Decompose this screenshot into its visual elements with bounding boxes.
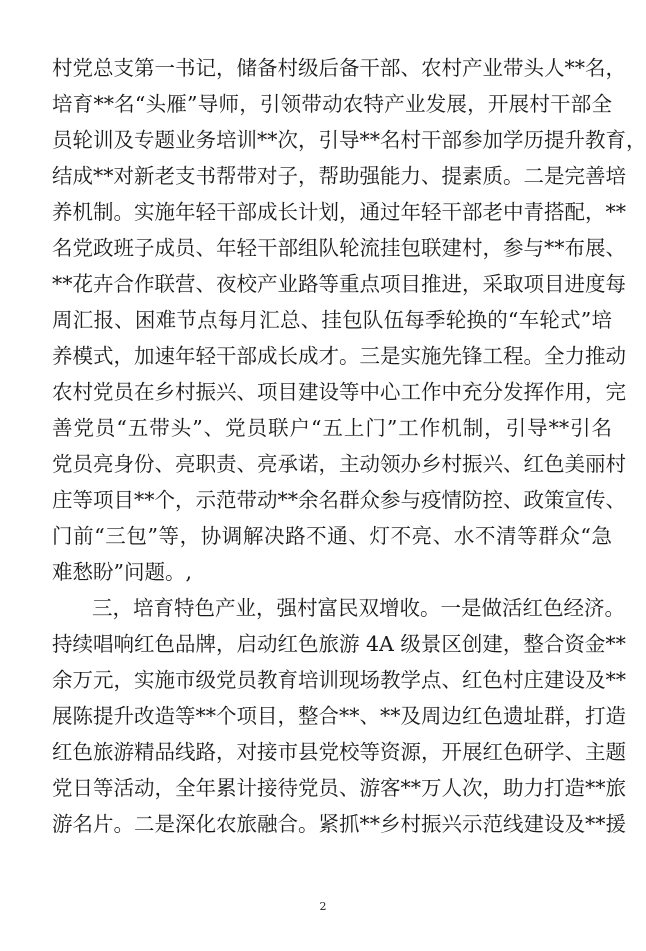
text-line: 养机制。实施年轻干部成长计划，通过年轻干部老中青搭配，** <box>52 200 626 224</box>
text-line: 游名片。二是深化农旅融合。紧抓**乡村振兴示范线建设及**援 <box>52 812 626 836</box>
text-line: 名党政班子成员、年轻干部组队轮流挂包联建村，参与**布展、 <box>52 236 626 260</box>
text-line: 展陈提升改造等**个项目，整合**、**及周边红色遗址群，打造 <box>52 704 626 728</box>
text-line: 员轮训及专题业务培训**次，引导**名村干部参加学历提升教育， <box>52 128 646 152</box>
text-line: 周汇报、困难节点每月汇总、挂包队伍每季轮换的“车轮式”培 <box>52 308 612 332</box>
text-line: 结成**对新老支书帮带对子，帮助强能力、提素质。二是完善培 <box>52 164 626 188</box>
text-line: 农村党员在乡村振兴、项目建设等中心工作中充分发挥作用，完 <box>52 380 626 404</box>
text-line: 村党总支第一书记，储备村级后备干部、农村产业带头人**名， <box>52 56 626 80</box>
text-line: 善党员“五带头”、党员联户“五上门”工作机制，引导**引名 <box>52 416 612 440</box>
text-line: **花卉合作联营、夜校产业路等重点项目推进，采取项目进度每 <box>52 272 626 296</box>
text-line: 难愁盼”问题。, <box>52 560 192 584</box>
text-line: 培育**名“头雁”导师，引领带动农特产业发展，开展村干部全 <box>52 92 612 116</box>
text-line: 党员亮身份、亮职责、亮承诺，主动领办乡村振兴、红色美丽村 <box>52 452 626 476</box>
paragraph-first-line: 三，培育特色产业，强村富民双增收。一是做活红色经济。 <box>92 596 625 620</box>
text-line: 庄等项目**个，示范带动**余名群众参与疫情防控、政策宣传、 <box>52 488 626 512</box>
text-line: 余万元，实施市级党员教育培训现场教学点、红色村庄建设及** <box>52 668 626 692</box>
page-number: 2 <box>319 900 327 913</box>
text-line: 党日等活动，全年累计接待党员、游客**万人次，助力打造**旅 <box>52 776 626 800</box>
text-line: 门前“三包”等，协调解决路不通、灯不亮、水不清等群众“急 <box>52 524 612 548</box>
text-line: 养模式，加速年轻干部成长成才。三是实施先锋工程。全力推动 <box>52 344 626 368</box>
text-line: 持续唱响红色品牌，启动红色旅游 4A 级景区创建，整合资金** <box>52 632 626 656</box>
text-line: 红色旅游精品线路，对接市县党校等资源，开展红色研学、主题 <box>52 740 626 764</box>
